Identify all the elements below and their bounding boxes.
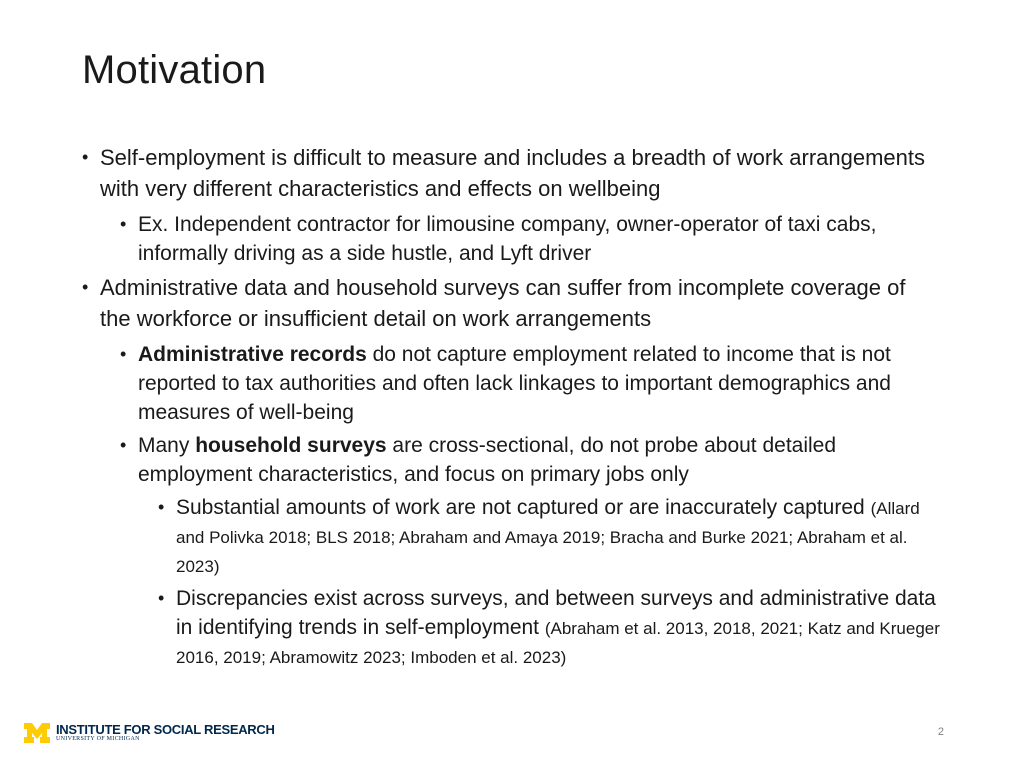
bullet-icon: • (82, 277, 89, 297)
bold-term: household surveys (195, 434, 387, 457)
citation: (Abraham et al. 2013, 2018, 2021; Katz and Krueger 2016, 2019; Abramowitz 2023; Imboden et al. 2023) (176, 619, 940, 667)
bold-term: Administrative records (138, 343, 367, 366)
logo-sub-text: UNIVERSITY OF MICHIGAN (56, 736, 140, 742)
citation: (Allard and Polivka 2018; BLS 2018; Abraham and Amaya 2019; Bracha and Burke 2021; Abraham et al. 2023) (176, 499, 920, 576)
logo-main-text: INSTITUTE FOR SOCIAL RESEARCH (56, 722, 275, 737)
bullet-text: Self-employment is difficult to measure and includes a breadth of work arrangements with very different characteristics and effects on wellbeing (100, 145, 926, 201)
slide-title: Motivation (82, 48, 267, 92)
bullet-text: Discrepancies exist across surveys, and between surveys and administrative data in identifying trends in self-employment (176, 587, 936, 639)
bullet-level2 (82, 210, 942, 268)
isr-logo (24, 723, 275, 743)
bullet-icon: • (82, 147, 89, 167)
bullet-icon: • (158, 588, 165, 608)
bullet-level1 (82, 142, 942, 204)
bullet-text: Administrative data and household surveys can suffer from incomplete coverage of the workforce or insufficient detail on work arrangements (100, 275, 906, 331)
page-number: 2 (937, 726, 944, 738)
bullet-text: Substantial amounts of work are not captured or are inaccurately captured (176, 496, 871, 519)
bullet-text: Ex. Independent contractor for limousine company, owner-operator of taxi cabs, informally driving as a side hustle, and Lyft driver (138, 213, 877, 265)
bullet-icon: • (120, 214, 127, 234)
bullet-level3 (82, 493, 942, 580)
bullet-icon: • (120, 435, 127, 455)
bullet-text: do not capture employment related to income that is not reported to tax authorities and often lack linkages to important demographics and measures of well-being (138, 343, 891, 424)
bullet-icon: • (120, 344, 127, 364)
bullet-level2 (82, 431, 942, 489)
bullet-icon: • (158, 497, 165, 517)
bullet-text-prefix: Many (138, 434, 196, 457)
bullet-level2 (82, 340, 942, 427)
bullet-text: are cross-sectional, do not probe about detailed employment characteristics, and focus on primary jobs only (138, 434, 837, 486)
bullet-level1 (82, 272, 942, 334)
bullet-level3 (82, 584, 942, 671)
slide-content (82, 142, 942, 675)
block-m-icon (24, 723, 50, 743)
logo-text (56, 723, 275, 743)
